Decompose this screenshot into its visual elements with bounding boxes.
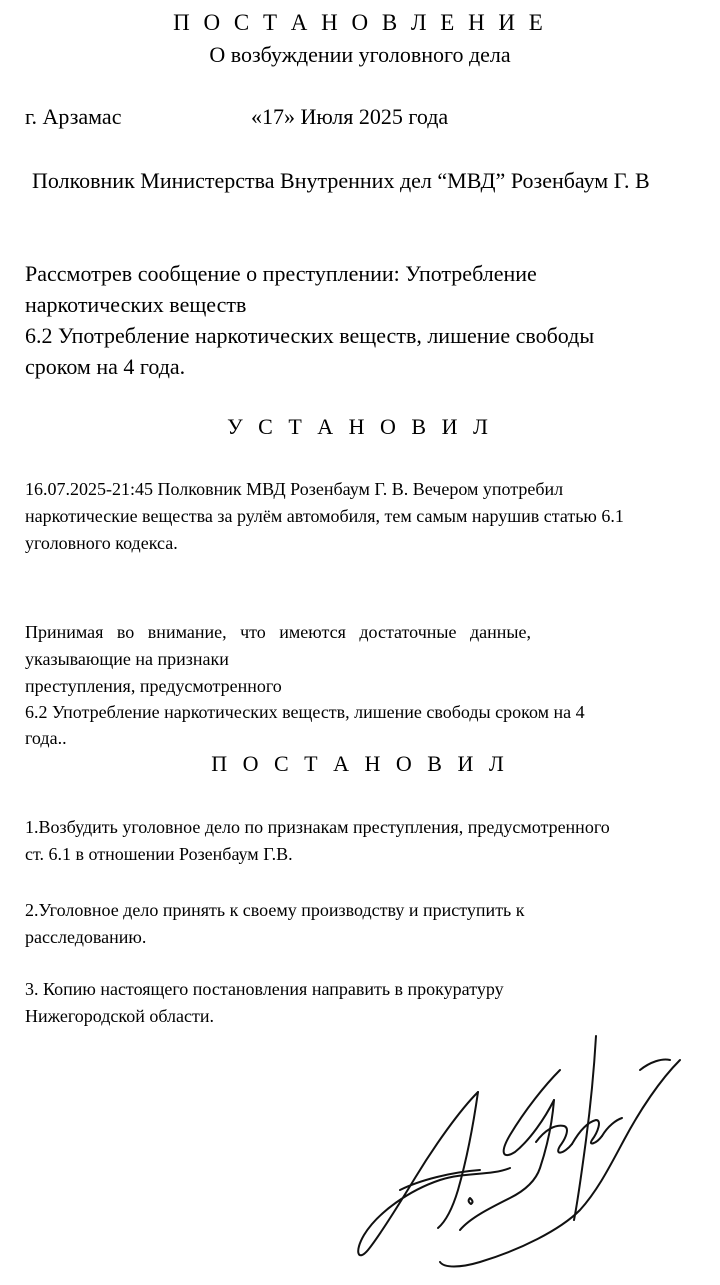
decision-line: Нижегородской области. [25, 1006, 215, 1026]
document-title: П О С Т А Н О В Л Е Н И Е [173, 10, 547, 35]
considered-line: наркотических веществ [25, 292, 247, 317]
established-heading: У С Т А Н О В И Л [227, 414, 493, 439]
established-line: уголовного кодекса. [25, 533, 178, 553]
established-line: наркотические вещества за рулём автомобиля, тем самым нарушив статью 6.1 [25, 506, 624, 526]
issuing-official: Полковник Министерства Внутренних дел “МВД” Розенбаум Г. В [32, 168, 650, 193]
taking-into-account-line: 6.2 Употребление наркотических веществ, лишение свободы сроком на 4 [25, 702, 585, 722]
taking-into-account-line: Принимая во внимание, что имеются достаточные данные, [25, 622, 531, 642]
considered-line: сроком на 4 года. [25, 354, 186, 379]
decided-heading: П О С Т А Н О В И Л [211, 751, 509, 776]
decision-line: 1.Возбудить уголовное дело по признакам преступления, предусмотренного [25, 817, 610, 837]
decision-line: ст. 6.1 в отношении Розенбаум Г.В. [25, 844, 293, 864]
established-line: 16.07.2025-21:45 Полковник МВД Розенбаум Г. В. Вечером употребил [25, 479, 564, 499]
document-subtitle: О возбуждении уголовного дела [209, 42, 511, 67]
decision-line: расследованию. [25, 927, 147, 947]
taking-into-account-line: преступления, предусмотренного [25, 676, 282, 696]
taking-into-account-line: года.. [25, 728, 67, 748]
handwritten-signature [340, 1030, 690, 1270]
decision-line: 2.Уголовное дело принять к своему производству и приступить к [25, 900, 525, 920]
taking-into-account-line: указывающие на признаки [25, 649, 229, 669]
considered-line: 6.2 Употребление наркотических веществ, лишение свободы [25, 323, 595, 348]
date-of-issue: «17» Июля 2025 года [251, 104, 449, 129]
decision-line: 3. Копию настоящего постановления направить в прокуратуру [25, 979, 504, 999]
place-of-issue: г. Арзамас [25, 104, 122, 129]
considered-line: Рассмотрев сообщение о преступлении: Употребление [25, 261, 537, 286]
